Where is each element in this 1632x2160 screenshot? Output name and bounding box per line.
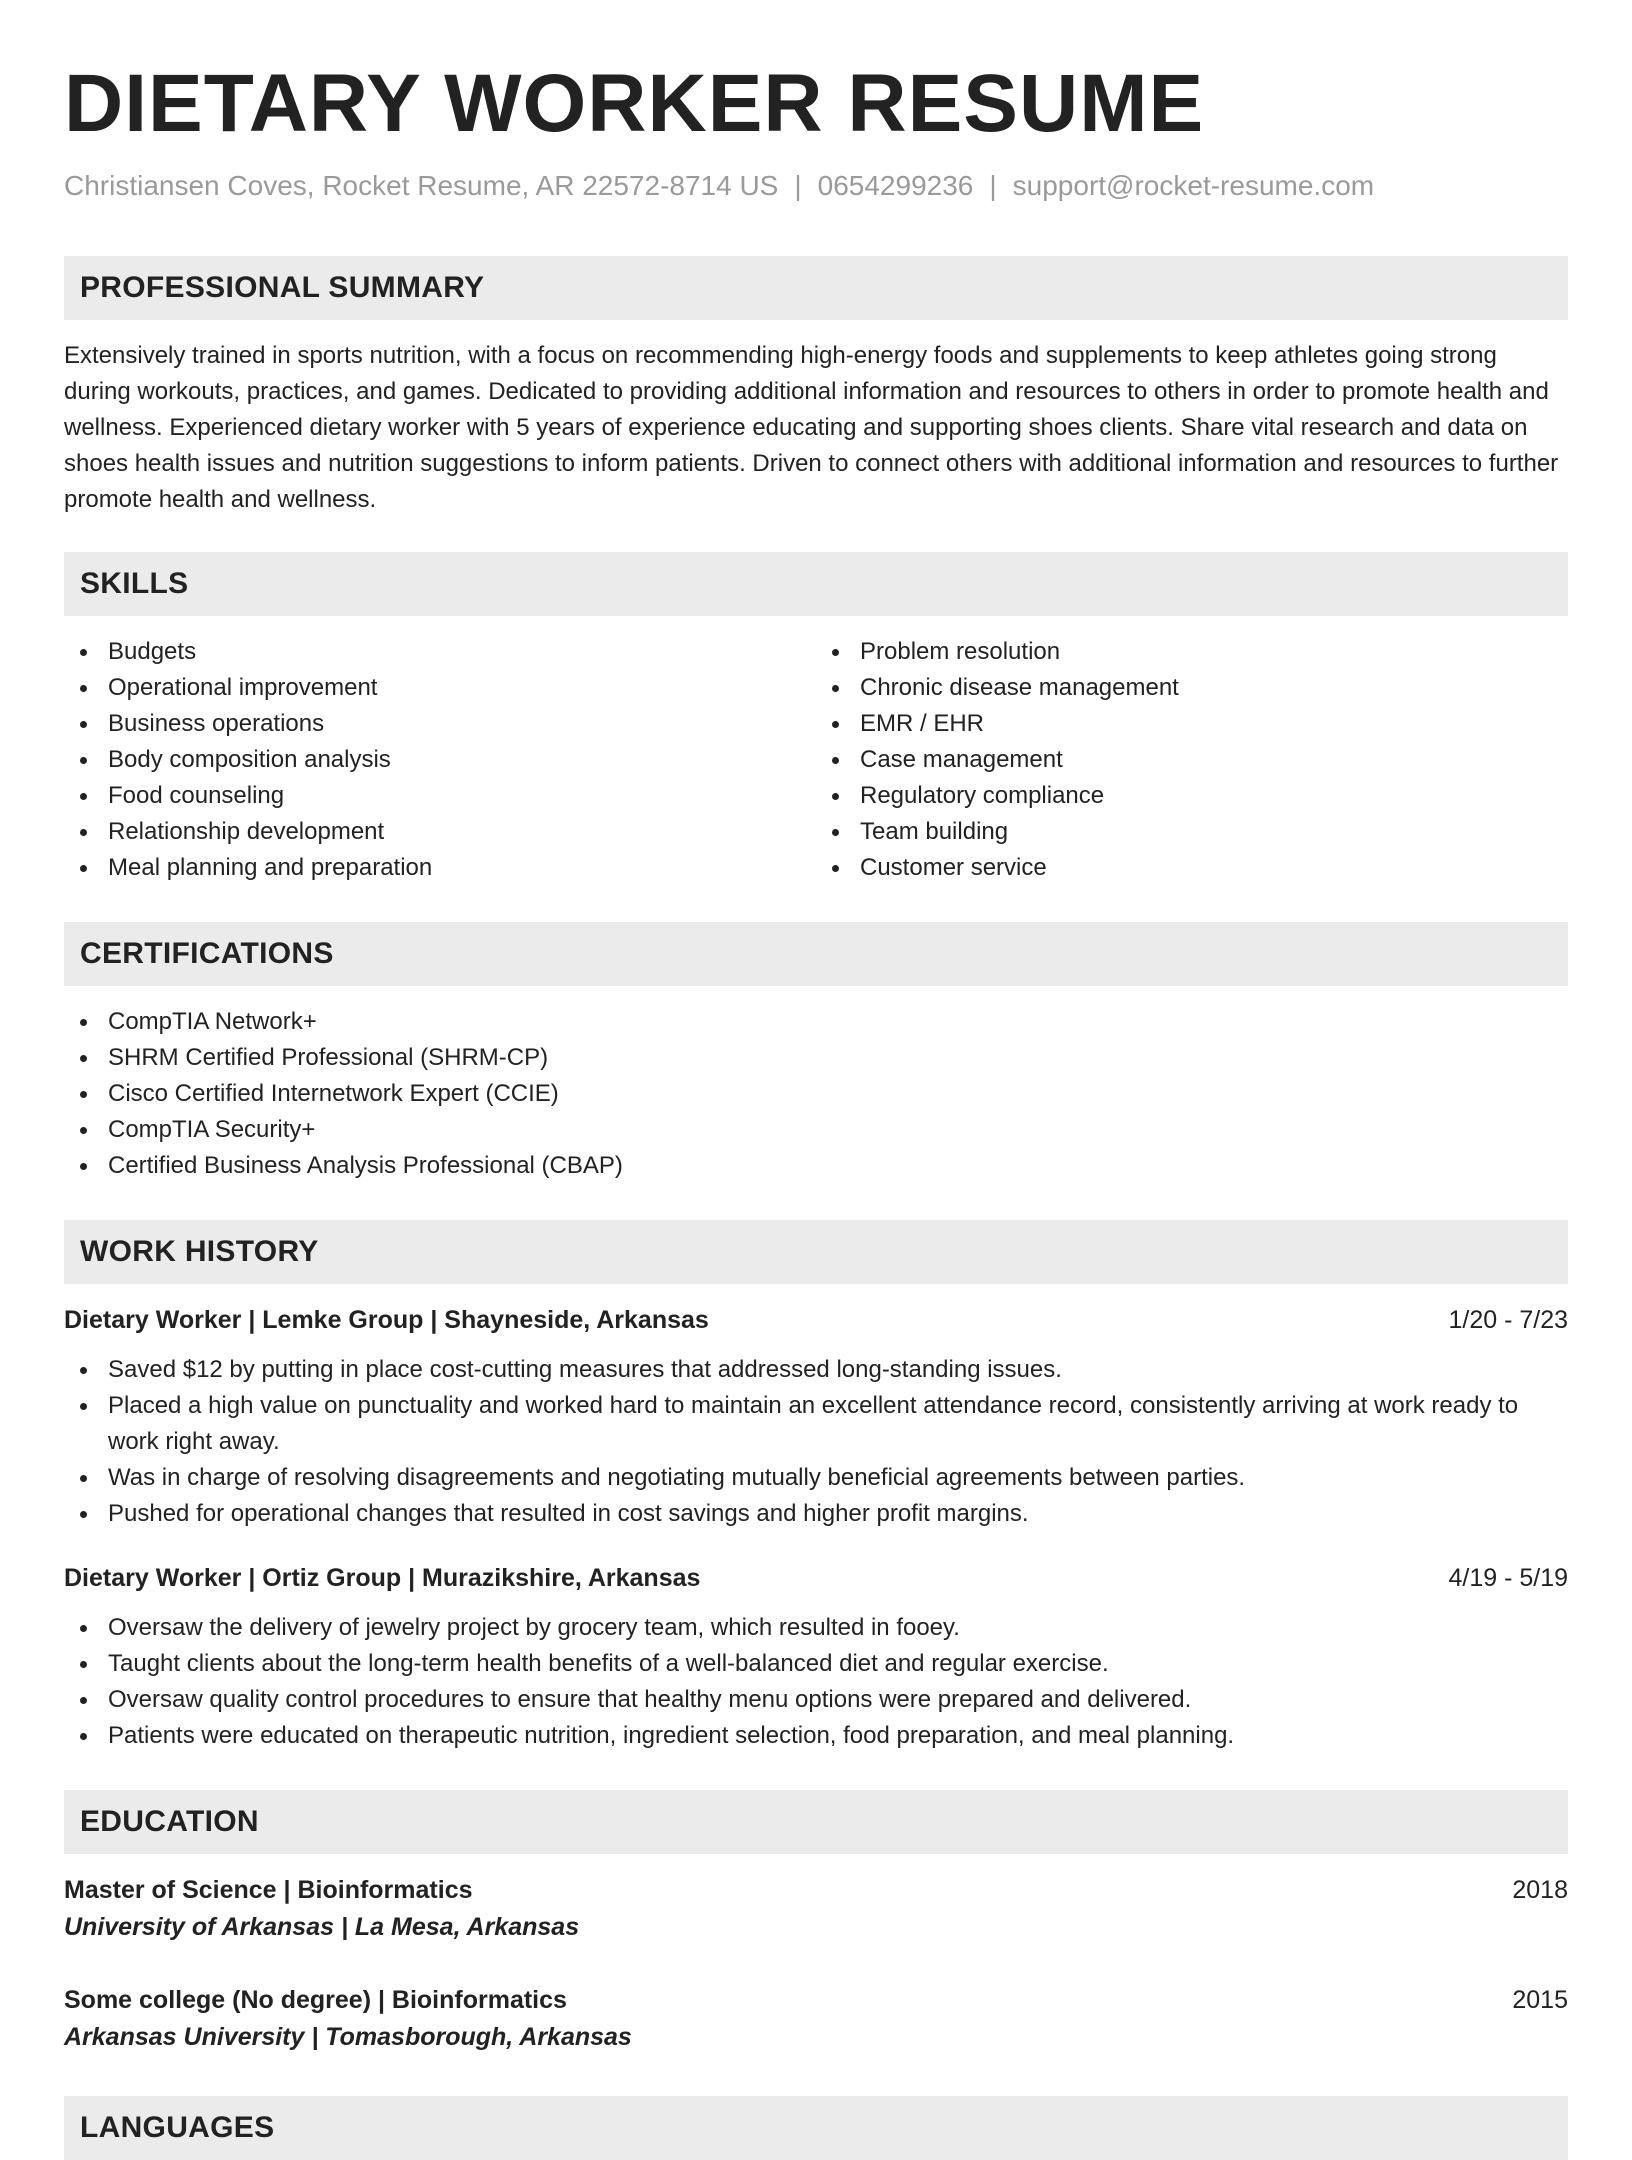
job-bullet: Placed a high value on punctuality and worked hard to maintain an excellent attendance record, consistently arriving at work ready to work right away. — [64, 1388, 1568, 1460]
contact-email[interactable]: support@rocket-resume.com — [1012, 170, 1375, 201]
certification-item: Certified Business Analysis Professional (CBAP) — [64, 1148, 1568, 1184]
skill-item: Chronic disease management — [816, 670, 1568, 706]
skill-item: Body composition analysis — [64, 742, 816, 778]
job-dates: 1/20 - 7/23 — [1448, 1306, 1568, 1334]
section-heading-work-history: WORK HISTORY — [64, 1220, 1568, 1284]
skill-item: Customer service — [816, 850, 1568, 886]
skill-item: Problem resolution — [816, 634, 1568, 670]
section-heading-languages: LANGUAGES — [64, 2096, 1568, 2160]
job-title: Dietary Worker | Ortiz Group | Murazikshire, Arkansas — [64, 1564, 701, 1592]
job-header — [64, 1302, 1568, 1338]
job-bullets — [64, 1610, 1568, 1754]
skill-item: Operational improvement — [64, 670, 816, 706]
certification-item: CompTIA Network+ — [64, 1004, 1568, 1040]
skills-list — [64, 616, 1568, 886]
certification-item: SHRM Certified Professional (SHRM-CP) — [64, 1040, 1568, 1076]
section-heading-certifications: CERTIFICATIONS — [64, 922, 1568, 986]
job-entry — [64, 1302, 1568, 1532]
job-entry — [64, 1560, 1568, 1754]
section-heading-summary: PROFESSIONAL SUMMARY — [64, 256, 1568, 320]
education-school: University of Arkansas | La Mesa, Arkansas — [64, 1913, 580, 1941]
skill-item: Meal planning and preparation — [64, 850, 816, 886]
skill-item: Regulatory compliance — [816, 778, 1568, 814]
skill-item: Relationship development — [64, 814, 816, 850]
job-bullets — [64, 1352, 1568, 1532]
contact-separator: | — [794, 170, 802, 201]
skills-column-left — [64, 634, 816, 886]
job-bullet: Taught clients about the long-term health benefits of a well-balanced diet and regular exercise. — [64, 1646, 1568, 1682]
education-year: 2018 — [1512, 1876, 1568, 1904]
section-heading-skills: SKILLS — [64, 552, 1568, 616]
skill-item: EMR / EHR — [816, 706, 1568, 742]
skill-item: Business operations — [64, 706, 816, 742]
skills-column-right — [816, 634, 1568, 886]
contact-separator: | — [989, 170, 997, 201]
skill-item: Budgets — [64, 634, 816, 670]
education-degree: Some college (No degree) | Bioinformatics — [64, 1986, 567, 2014]
job-bullet: Oversaw quality control procedures to ensure that healthy menu options were prepared and delivered. — [64, 1682, 1568, 1718]
job-bullet: Patients were educated on therapeutic nutrition, ingredient selection, food preparation, and meal planning. — [64, 1718, 1568, 1754]
education-degree: Master of Science | Bioinformatics — [64, 1876, 473, 1904]
skill-item: Food counseling — [64, 778, 816, 814]
summary-text: Extensively trained in sports nutrition, with a focus on recommending high-energy foods and supplements to keep athletes going strong during workouts, practices, and games. Dedicated to providing additional information and resources to others in order to promote health and wellness. Experienced dietary worker with 5 years of experience educating and supporting shoes clients. Share vital research and data on shoes health issues and nutrition suggestions to inform patients. Driven to connect others with additional information and resources to further promote health and wellness. — [64, 342, 1559, 513]
education-entry — [64, 1982, 1568, 2056]
education-year: 2015 — [1512, 1986, 1568, 2014]
skill-item: Case management — [816, 742, 1568, 778]
job-title: Dietary Worker | Lemke Group | Shayneside, Arkansas — [64, 1306, 709, 1334]
job-header — [64, 1560, 1568, 1596]
contact-line — [64, 168, 1568, 204]
skill-item: Team building — [816, 814, 1568, 850]
job-bullet: Saved $12 by putting in place cost-cutting measures that addressed long-standing issues. — [64, 1352, 1568, 1388]
job-bullet: Oversaw the delivery of jewelry project by grocery team, which resulted in fooey. — [64, 1610, 1568, 1646]
section-heading-education: EDUCATION — [64, 1790, 1568, 1854]
certification-item: CompTIA Security+ — [64, 1112, 1568, 1148]
job-dates: 4/19 - 5/19 — [1448, 1564, 1568, 1592]
contact-phone: 0654299236 — [817, 170, 974, 201]
contact-address: Christiansen Coves, Rocket Resume, AR 22572-8714 US — [64, 170, 779, 201]
job-bullet: Was in charge of resolving disagreements and negotiating mutually beneficial agreements between parties. — [64, 1460, 1568, 1496]
education-header — [64, 1872, 1568, 1908]
certification-item: Cisco Certified Internetwork Expert (CCIE) — [64, 1076, 1568, 1112]
resume-title: DIETARY WORKER RESUME — [64, 58, 1205, 149]
certifications-list — [64, 1004, 1568, 1184]
education-entry — [64, 1872, 1568, 1946]
education-header — [64, 1982, 1568, 2018]
education-school: Arkansas University | Tomasborough, Arkansas — [64, 2023, 632, 2051]
job-bullet: Pushed for operational changes that resulted in cost savings and higher profit margins. — [64, 1496, 1568, 1532]
